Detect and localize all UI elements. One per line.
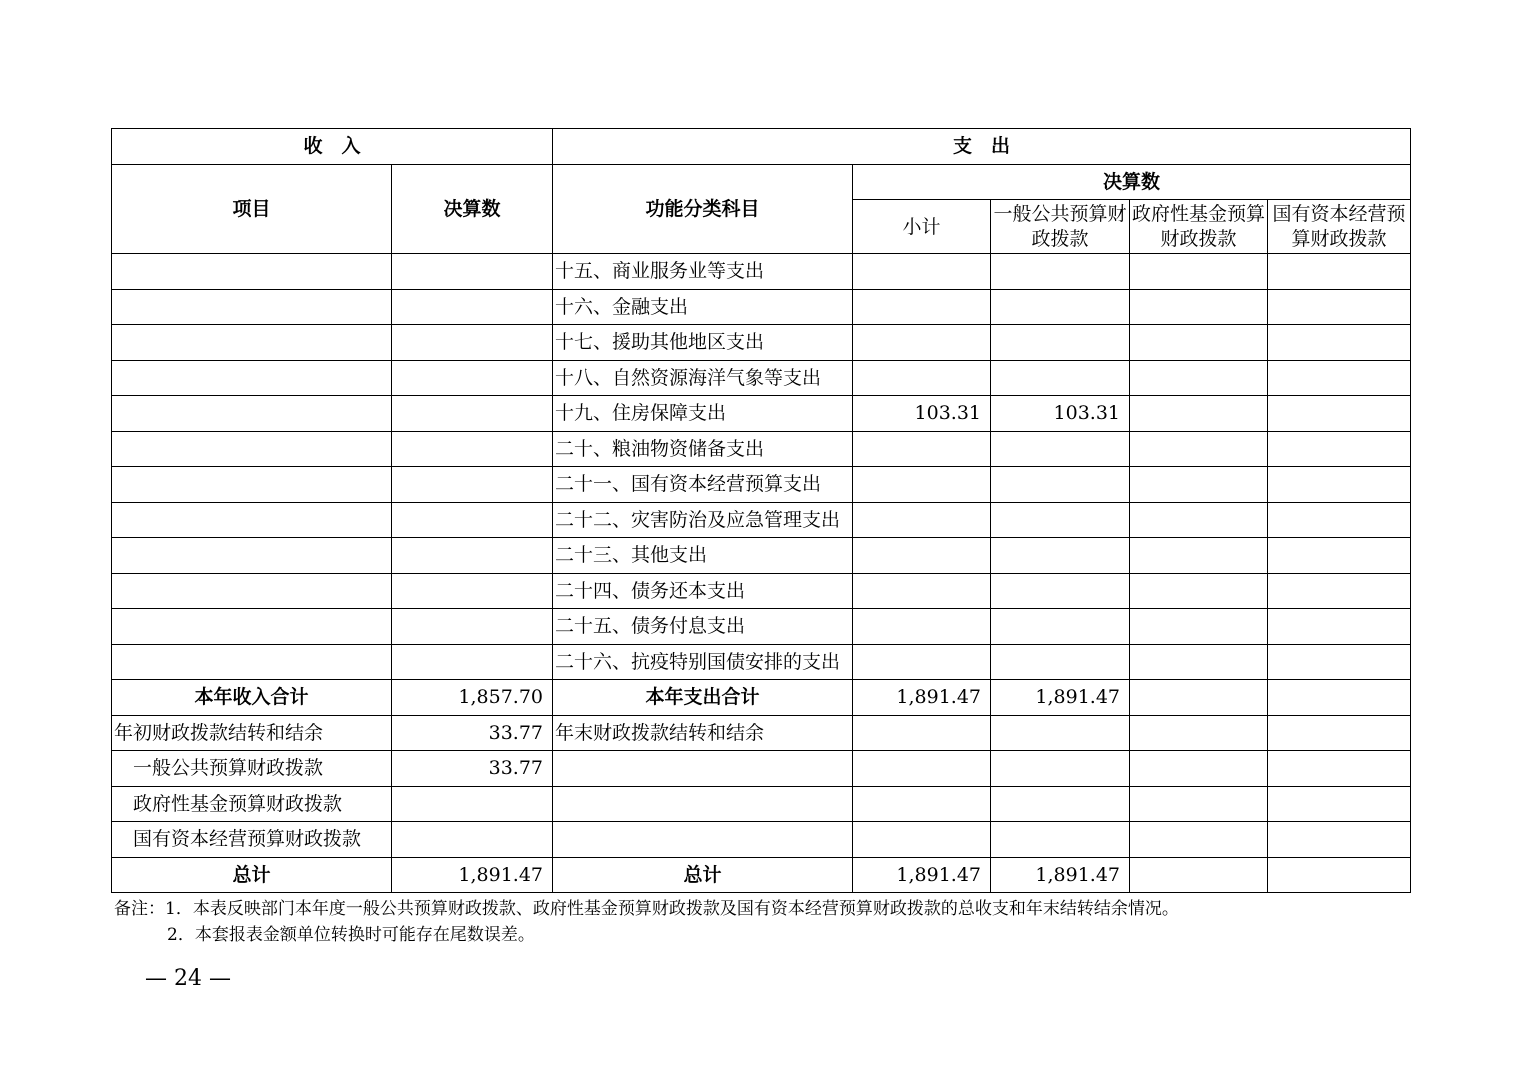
expense-general-value bbox=[991, 609, 1130, 645]
year-total-row bbox=[112, 680, 1411, 716]
expense-category-label: 二十五、债务付息支出 bbox=[553, 609, 853, 645]
table-cell bbox=[1268, 289, 1411, 325]
table-cell bbox=[853, 751, 991, 787]
expense-category-label: 二十一、国有资本经营预算支出 bbox=[553, 467, 853, 503]
table-cell bbox=[1130, 644, 1268, 680]
final-amount-column-header: 决算数 bbox=[392, 164, 553, 254]
expense-general-value bbox=[991, 538, 1130, 574]
table-cell bbox=[1130, 360, 1268, 396]
table-cell bbox=[392, 396, 553, 432]
expense-category-label: 二十六、抗疫特别国债安排的支出 bbox=[553, 644, 853, 680]
expense-subtotal-value bbox=[853, 609, 991, 645]
table-cell bbox=[1130, 254, 1268, 290]
carry-begin-value: 33.77 bbox=[392, 715, 553, 751]
note-line-2: 2．本套报表金额单位转换时可能存在尾数误差。 bbox=[167, 925, 535, 945]
grand-expense-label: 总计 bbox=[553, 857, 853, 893]
table-cell bbox=[1268, 538, 1411, 574]
table-cell bbox=[112, 644, 392, 680]
table-cell bbox=[1268, 644, 1411, 680]
table-cell bbox=[991, 786, 1130, 822]
final-amount-group-header: 决算数 bbox=[853, 164, 1411, 200]
note-line-1: 备注：1．本表反映部门本年度一般公共预算财政拨款、政府性基金预算财政拨款及国有资本经营预算财政拨款的总收支和年末结转结余情况。 bbox=[114, 899, 1179, 919]
table-cell bbox=[1268, 467, 1411, 503]
table-cell bbox=[392, 573, 553, 609]
expense-row bbox=[112, 254, 1411, 290]
expense-subtotal-value bbox=[853, 538, 991, 574]
table-cell bbox=[1268, 786, 1411, 822]
expense-category-label: 二十二、灾害防治及应急管理支出 bbox=[553, 502, 853, 538]
carryover-state-row bbox=[112, 822, 1411, 858]
table-cell bbox=[1268, 325, 1411, 361]
table-cell bbox=[1130, 857, 1268, 893]
expense-subtotal-value bbox=[853, 254, 991, 290]
table-cell bbox=[1130, 289, 1268, 325]
table-cell bbox=[112, 325, 392, 361]
table-cell bbox=[392, 325, 553, 361]
table-cell bbox=[392, 431, 553, 467]
expense-category-label: 二十四、债务还本支出 bbox=[553, 573, 853, 609]
grand-total-row bbox=[112, 857, 1411, 893]
item-column-header: 项目 bbox=[112, 164, 392, 254]
carry-general-label: 一般公共预算财政拨款 bbox=[112, 751, 392, 787]
expense-row bbox=[112, 396, 1411, 432]
income-header: 收 入 bbox=[112, 129, 553, 165]
grand-income-value: 1,891.47 bbox=[392, 857, 553, 893]
table-cell bbox=[112, 573, 392, 609]
carry-general-value: 33.77 bbox=[392, 751, 553, 787]
table-cell bbox=[1268, 502, 1411, 538]
table-cell bbox=[1130, 325, 1268, 361]
grand-income-label: 总计 bbox=[112, 857, 392, 893]
expense-general-value bbox=[991, 467, 1130, 503]
state-capital-column-header: 国有资本经营预算财政拨款 bbox=[1268, 200, 1411, 254]
expense-year-total-general: 1,891.47 bbox=[991, 680, 1130, 716]
expense-general-value bbox=[991, 254, 1130, 290]
expense-category-label: 十七、援助其他地区支出 bbox=[553, 325, 853, 361]
expense-category-label: 十八、自然资源海洋气象等支出 bbox=[553, 360, 853, 396]
subtotal-column-header: 小计 bbox=[853, 200, 991, 254]
gov-fund-column-header: 政府性基金预算财政拨款 bbox=[1130, 200, 1268, 254]
grand-expense-subtotal: 1,891.47 bbox=[853, 857, 991, 893]
table-cell bbox=[1268, 715, 1411, 751]
table-cell bbox=[1130, 502, 1268, 538]
expense-header: 支 出 bbox=[553, 129, 1411, 165]
table-cell bbox=[112, 289, 392, 325]
table-cell bbox=[1130, 786, 1268, 822]
table-cell bbox=[1268, 609, 1411, 645]
carry-state-label: 国有资本经营预算财政拨款 bbox=[112, 822, 392, 858]
table-cell bbox=[1130, 751, 1268, 787]
table-cell bbox=[1268, 396, 1411, 432]
table-cell bbox=[1268, 573, 1411, 609]
income-year-total-value: 1,857.70 bbox=[392, 680, 553, 716]
table-cell bbox=[853, 786, 991, 822]
expense-subtotal-value: 103.31 bbox=[853, 396, 991, 432]
budget-table bbox=[111, 128, 1411, 893]
expense-general-value bbox=[991, 573, 1130, 609]
table-cell bbox=[112, 467, 392, 503]
expense-category-label: 十六、金融支出 bbox=[553, 289, 853, 325]
expense-row bbox=[112, 609, 1411, 645]
table-cell bbox=[1130, 680, 1268, 716]
table-cell bbox=[1268, 254, 1411, 290]
table-cell bbox=[1268, 680, 1411, 716]
expense-general-value bbox=[991, 289, 1130, 325]
table-cell bbox=[112, 502, 392, 538]
table-cell bbox=[392, 502, 553, 538]
expense-row bbox=[112, 538, 1411, 574]
expense-general-value: 103.31 bbox=[991, 396, 1130, 432]
grand-expense-general: 1,891.47 bbox=[991, 857, 1130, 893]
carry-begin-label: 年初财政拨款结转和结余 bbox=[112, 715, 392, 751]
table-cell bbox=[1130, 431, 1268, 467]
expense-general-value bbox=[991, 502, 1130, 538]
table-cell bbox=[1268, 822, 1411, 858]
table-cell bbox=[112, 360, 392, 396]
table-cell bbox=[392, 609, 553, 645]
expense-general-value bbox=[991, 325, 1130, 361]
expense-row bbox=[112, 644, 1411, 680]
table-cell bbox=[1268, 751, 1411, 787]
table-cell bbox=[1268, 857, 1411, 893]
table-cell bbox=[112, 254, 392, 290]
expense-subtotal-value bbox=[853, 325, 991, 361]
expense-general-value bbox=[991, 644, 1130, 680]
expense-category-label: 十五、商业服务业等支出 bbox=[553, 254, 853, 290]
expense-category-label: 二十三、其他支出 bbox=[553, 538, 853, 574]
expense-row bbox=[112, 467, 1411, 503]
table-cell bbox=[392, 467, 553, 503]
general-budget-column-header: 一般公共预算财政拨款 bbox=[991, 200, 1130, 254]
expense-row bbox=[112, 573, 1411, 609]
expense-row bbox=[112, 502, 1411, 538]
table-cell bbox=[991, 822, 1130, 858]
table-cell bbox=[1268, 360, 1411, 396]
function-category-column-header: 功能分类科目 bbox=[553, 164, 853, 254]
carryover-fund-row bbox=[112, 786, 1411, 822]
expense-row bbox=[112, 431, 1411, 467]
expense-subtotal-value bbox=[853, 467, 991, 503]
expense-year-total-subtotal: 1,891.47 bbox=[853, 680, 991, 716]
expense-subtotal-value bbox=[853, 431, 991, 467]
table-cell bbox=[392, 822, 553, 858]
table-cell bbox=[1130, 467, 1268, 503]
table-cell bbox=[392, 644, 553, 680]
table-cell bbox=[853, 822, 991, 858]
table-cell bbox=[112, 538, 392, 574]
expense-subtotal-value bbox=[853, 644, 991, 680]
expense-subtotal-value bbox=[853, 573, 991, 609]
table-cell bbox=[1130, 396, 1268, 432]
table-cell bbox=[1130, 609, 1268, 645]
table-cell bbox=[553, 786, 853, 822]
table-cell bbox=[553, 822, 853, 858]
table-cell bbox=[392, 360, 553, 396]
carryover-row bbox=[112, 715, 1411, 751]
expense-row bbox=[112, 325, 1411, 361]
table-cell bbox=[392, 254, 553, 290]
expense-category-label: 十九、住房保障支出 bbox=[553, 396, 853, 432]
expense-category-label: 二十、粮油物资储备支出 bbox=[553, 431, 853, 467]
table-cell bbox=[392, 538, 553, 574]
expense-row bbox=[112, 289, 1411, 325]
carry-end-label: 年末财政拨款结转和结余 bbox=[553, 715, 853, 751]
expense-general-value bbox=[991, 360, 1130, 396]
expense-row bbox=[112, 360, 1411, 396]
table-cell bbox=[1268, 431, 1411, 467]
table-cell bbox=[553, 751, 853, 787]
table-cell bbox=[392, 289, 553, 325]
table-cell bbox=[1130, 715, 1268, 751]
income-year-total-label: 本年收入合计 bbox=[112, 680, 392, 716]
table-cell bbox=[991, 715, 1130, 751]
table-cell bbox=[1130, 538, 1268, 574]
expense-subtotal-value bbox=[853, 502, 991, 538]
table-cell bbox=[1130, 822, 1268, 858]
table-cell bbox=[112, 396, 392, 432]
expense-general-value bbox=[991, 431, 1130, 467]
table-cell bbox=[112, 431, 392, 467]
table-cell bbox=[392, 786, 553, 822]
table-cell bbox=[853, 715, 991, 751]
expense-subtotal-value bbox=[853, 360, 991, 396]
carry-fund-label: 政府性基金预算财政拨款 bbox=[112, 786, 392, 822]
table-cell bbox=[991, 751, 1130, 787]
carryover-general-row bbox=[112, 751, 1411, 787]
table-cell bbox=[112, 609, 392, 645]
table-notes bbox=[114, 896, 1179, 948]
expense-subtotal-value bbox=[853, 289, 991, 325]
expense-year-total-label: 本年支出合计 bbox=[553, 680, 853, 716]
page-number: — 24 — bbox=[145, 966, 231, 991]
table-cell bbox=[1130, 573, 1268, 609]
